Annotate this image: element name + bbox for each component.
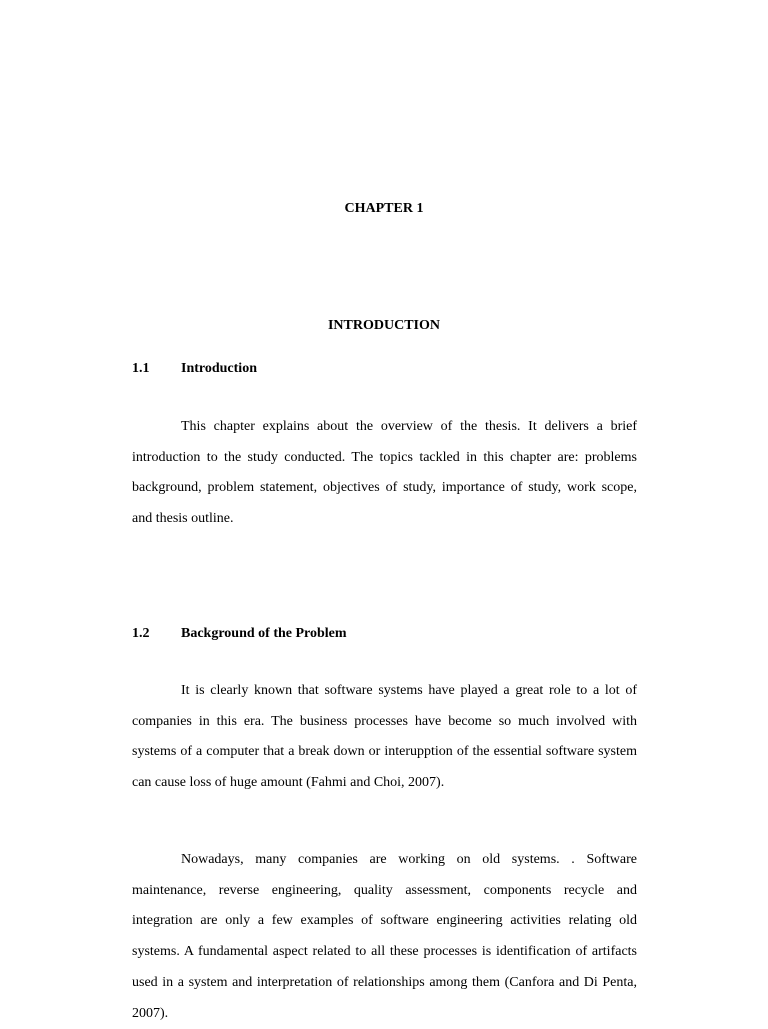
paragraph: This chapter explains about the overview of the thesis. It delivers a brief introduction to the study conducted. The topics tackled in this chapter are: problems background, problem statement, objectives of study, importance of study, work scope, and thesis outline. (132, 419, 637, 527)
section-heading-1-2 (132, 625, 347, 643)
section-title: Background of the Problem (181, 626, 347, 641)
chapter-title: INTRODUCTION (327, 318, 440, 333)
paragraph: It is clearly known that software systems have played a great role to a lot of companies in this era. The business processes have become so much involved with systems of a computer that a break down or interupption of the essential software system can cause loss of huge amount (Fahmi and Choi, 2007). (132, 683, 637, 791)
section-title: Introduction (181, 361, 257, 376)
chapter-number: CHAPTER 1 (344, 201, 424, 216)
section-number: 1.1 (132, 361, 150, 376)
paragraph: Nowadays, many companies are working on old systems. . Software maintenance, reverse engineering, quality assessment, components recycle and integration are only a few examples of software engineering activities relating old systems. A fundamental aspect related to all these processes is identification of artifacts used in a system and interpretation of relationships among them (Canfora and Di Penta, 2007). (132, 852, 637, 1021)
section-number: 1.2 (132, 626, 150, 641)
section-heading-1-1 (132, 360, 257, 378)
